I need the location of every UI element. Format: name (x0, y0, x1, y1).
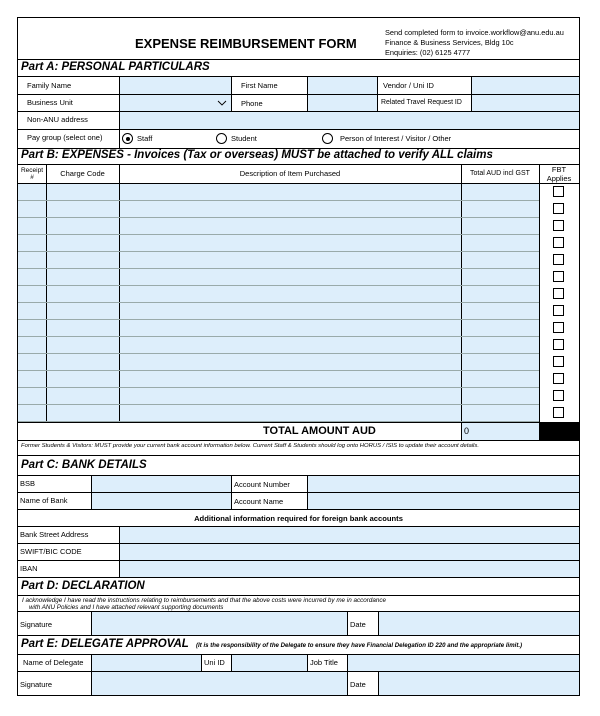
fbt-applies-checkbox[interactable] (553, 237, 564, 248)
receipt-number-field[interactable] (18, 252, 46, 268)
item-total-field[interactable] (462, 405, 539, 421)
receipt-number-field[interactable] (18, 405, 46, 421)
expense-row (18, 405, 579, 422)
item-total-field[interactable] (462, 252, 539, 268)
part-d-heading: Part D: DECLARATION (21, 580, 145, 592)
delegate-note: (It is the responsibility of the Delegate to ensure they have Financial Delegation ID 220 and the appropriate limit.) (196, 642, 523, 649)
fbt-applies-checkbox[interactable] (553, 373, 564, 384)
fbt-applies-checkbox[interactable] (553, 186, 564, 197)
uni-id-field[interactable] (231, 655, 307, 671)
finance-address: Finance & Business Services, Bldg 10c (385, 38, 514, 47)
receipt-number-field[interactable] (18, 337, 46, 353)
pay-group-other-radio[interactable] (322, 133, 333, 144)
item-total-field[interactable] (462, 320, 539, 336)
expense-row (18, 184, 579, 201)
fbt-applies-checkbox[interactable] (553, 407, 564, 418)
item-description-field[interactable] (120, 201, 461, 217)
pay-group-label: Pay group (select one) (27, 133, 103, 142)
fbt-applies-checkbox[interactable] (553, 356, 564, 367)
charge-code-field[interactable] (47, 405, 119, 421)
expense-row (18, 388, 579, 405)
expense-form (17, 17, 580, 696)
expense-row (18, 235, 579, 252)
account-name-label: Account Name (231, 493, 307, 509)
bank-name-field[interactable] (91, 493, 231, 509)
item-description-field[interactable] (120, 303, 461, 319)
pay-group-staff-radio[interactable] (122, 133, 133, 144)
bank-update-note: Former Students & Visitors: MUST provide your current bank account information below. Current Staff & Students should log onto HORUS / ISIS to update their account details. (21, 443, 479, 449)
total-blackout-cell (540, 423, 579, 440)
iban-label: IBAN (20, 564, 38, 573)
enquiries-phone: Enquiries: (02) 6125 4777 (385, 48, 471, 57)
declaration-date-label: Date (347, 612, 378, 635)
total-amount-value: 0 (462, 423, 539, 440)
fbt-applies-checkbox[interactable] (553, 220, 564, 231)
first-name-field[interactable] (307, 77, 377, 94)
part-e-heading: Part E: DELEGATE APPROVAL (21, 638, 189, 650)
receipt-number-field[interactable] (18, 388, 46, 404)
item-total-field[interactable] (462, 371, 539, 387)
account-name-field[interactable] (307, 493, 579, 509)
fbt-applies-checkbox[interactable] (553, 390, 564, 401)
fbt-applies-checkbox[interactable] (553, 254, 564, 265)
expense-row (18, 371, 579, 388)
declaration-date-field[interactable] (378, 612, 579, 635)
family-name-field[interactable] (119, 77, 231, 94)
receipt-number-field[interactable] (18, 269, 46, 285)
part-c-heading: Part C: BANK DETAILS (21, 459, 147, 471)
fbt-applies-checkbox[interactable] (553, 203, 564, 214)
non-anu-address-label: Non-ANU address (27, 115, 88, 124)
pay-group-student-label: Student (231, 134, 257, 143)
declaration-signature-field[interactable] (91, 612, 347, 635)
business-unit-label: Business Unit (27, 98, 73, 107)
charge-code-field[interactable] (47, 320, 119, 336)
charge-code-field[interactable] (47, 286, 119, 302)
job-title-label: Job Title (307, 655, 347, 671)
item-total-field[interactable] (462, 286, 539, 302)
charge-code-field[interactable] (47, 303, 119, 319)
account-number-label: Account Number (231, 476, 307, 492)
family-name-label: Family Name (27, 81, 72, 90)
charge-code-field[interactable] (47, 388, 119, 404)
item-total-field[interactable] (462, 235, 539, 251)
first-name-label: First Name (231, 77, 307, 94)
pay-group-student-radio[interactable] (216, 133, 227, 144)
fbt-applies-checkbox[interactable] (553, 322, 564, 333)
item-description-field[interactable] (120, 337, 461, 353)
related-travel-field[interactable] (471, 95, 579, 111)
item-description-field[interactable] (120, 388, 461, 404)
expense-row (18, 269, 579, 286)
expense-row (18, 320, 579, 337)
receipt-number-field[interactable] (18, 354, 46, 370)
receipt-col-header: Receipt # (20, 167, 44, 182)
total-amount-label: TOTAL AMOUNT AUD (263, 425, 376, 437)
fbt-applies-checkbox[interactable] (553, 288, 564, 299)
item-total-field[interactable] (462, 201, 539, 217)
delegate-signature-field[interactable] (91, 672, 347, 695)
item-description-field[interactable] (120, 235, 461, 251)
business-unit-select[interactable] (119, 95, 231, 111)
expense-row (18, 201, 579, 218)
receipt-number-field[interactable] (18, 201, 46, 217)
item-description-field[interactable] (120, 371, 461, 387)
swift-field[interactable] (119, 544, 579, 560)
bank-street-label: Bank Street Address (20, 530, 89, 539)
fbt-col-header: FBT Applies (546, 165, 572, 183)
foreign-bank-heading: Additional information required for foreign bank accounts (194, 514, 403, 523)
job-title-field[interactable] (347, 655, 579, 671)
delegate-signature-label: Signature (20, 680, 53, 689)
charge-code-field[interactable] (47, 235, 119, 251)
charge-code-field[interactable] (47, 252, 119, 268)
declaration-text-1: I acknowledge I have read the instructions relating to reimbursements and that the above costs were incurred by me in accordance (22, 597, 387, 604)
item-description-field[interactable] (120, 218, 461, 234)
uni-id-label: Uni ID (201, 655, 231, 671)
account-number-field[interactable] (307, 476, 579, 492)
bank-street-field[interactable] (119, 527, 579, 543)
charge-code-field[interactable] (47, 371, 119, 387)
declaration-signature-label: Signature (20, 620, 53, 629)
item-description-field[interactable] (120, 354, 461, 370)
iban-field[interactable] (119, 561, 579, 577)
expense-row (18, 252, 579, 269)
expense-row (18, 286, 579, 303)
charge-code-col-header: Charge Code (60, 169, 105, 178)
receipt-number-field[interactable] (18, 371, 46, 387)
item-description-field[interactable] (120, 184, 461, 200)
swift-label: SWIFT/BIC CODE (20, 547, 82, 556)
send-instructions: Send completed form to invoice.workflow@anu.edu.au (385, 28, 564, 37)
item-total-field[interactable] (462, 354, 539, 370)
expense-row (18, 337, 579, 354)
expense-row (18, 303, 579, 320)
phone-label: Phone (231, 95, 307, 111)
fbt-applies-checkbox[interactable] (553, 305, 564, 316)
item-description-field[interactable] (120, 286, 461, 302)
receipt-number-field[interactable] (18, 303, 46, 319)
vendor-uni-id-label: Vendor / Uni ID (377, 77, 471, 94)
delegate-name-field[interactable] (91, 655, 201, 671)
delegate-date-label: Date (347, 672, 378, 695)
charge-code-field[interactable] (47, 218, 119, 234)
receipt-number-field[interactable] (18, 320, 46, 336)
item-description-field[interactable] (120, 269, 461, 285)
receipt-number-field[interactable] (18, 184, 46, 200)
receipt-number-field[interactable] (18, 286, 46, 302)
pay-group-other-label: Person of Interest / Visitor / Other (340, 134, 452, 143)
fbt-applies-checkbox[interactable] (553, 339, 564, 350)
expense-row (18, 354, 579, 371)
item-total-field[interactable] (462, 218, 539, 234)
charge-code-field[interactable] (47, 184, 119, 200)
receipt-number-field[interactable] (18, 218, 46, 234)
delegate-name-label: Name of Delegate (23, 658, 84, 667)
delegate-date-field[interactable] (378, 672, 579, 695)
pay-group-staff-label: Staff (137, 134, 153, 143)
expense-row (18, 218, 579, 235)
expense-table (18, 164, 579, 440)
form-title: EXPENSE REIMBURSEMENT FORM (135, 36, 357, 51)
charge-code-field[interactable] (47, 354, 119, 370)
declaration-text-2: with ANU Policies and I have attached relevant supporting documents (29, 604, 224, 611)
vendor-uni-id-field[interactable] (471, 77, 579, 94)
non-anu-address-field[interactable] (119, 112, 579, 129)
charge-code-field[interactable] (47, 269, 119, 285)
part-b-heading: Part B: EXPENSES - Invoices (Tax or overseas) MUST be attached to verify ALL claims (21, 149, 493, 161)
charge-code-field[interactable] (47, 201, 119, 217)
item-description-field[interactable] (120, 320, 461, 336)
item-total-field[interactable] (462, 269, 539, 285)
chevron-down-icon (217, 100, 227, 106)
item-description-field[interactable] (120, 252, 461, 268)
total-col-header: Total AUD incl GST (470, 170, 530, 177)
item-total-field[interactable] (462, 184, 539, 200)
bank-name-label: Name of Bank (20, 496, 68, 505)
related-travel-label: Related Travel Request ID (377, 95, 471, 111)
item-total-field[interactable] (462, 337, 539, 353)
part-a-heading: Part A: PERSONAL PARTICULARS (21, 61, 210, 73)
charge-code-field[interactable] (47, 337, 119, 353)
bsb-label: BSB (20, 479, 36, 488)
bsb-field[interactable] (91, 476, 231, 492)
item-total-field[interactable] (462, 388, 539, 404)
description-col-header: Description of Item Purchased (239, 169, 341, 178)
item-total-field[interactable] (462, 303, 539, 319)
fbt-applies-checkbox[interactable] (553, 271, 564, 282)
item-description-field[interactable] (120, 405, 461, 421)
phone-field[interactable] (307, 95, 377, 111)
receipt-number-field[interactable] (18, 235, 46, 251)
